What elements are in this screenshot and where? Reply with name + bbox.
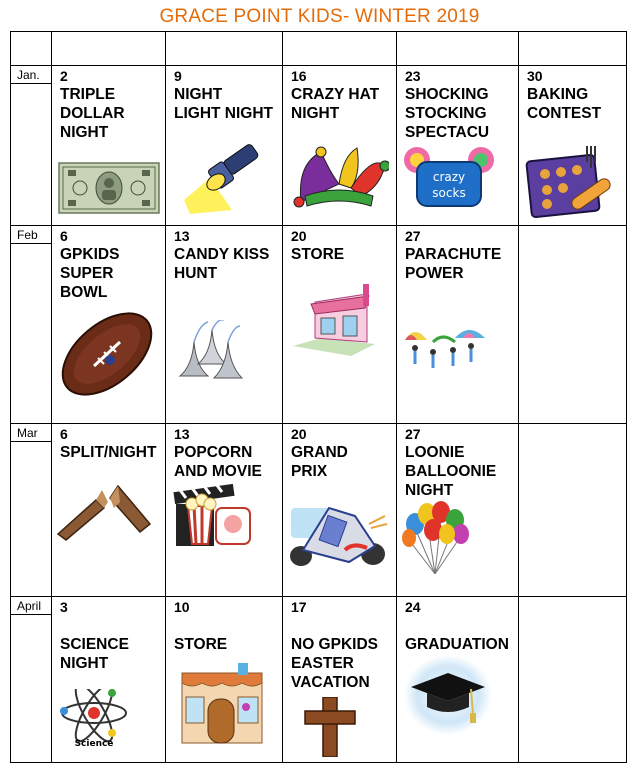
day-cell[interactable]	[52, 597, 166, 763]
day-cell[interactable]	[166, 226, 283, 424]
day-date: 6	[60, 228, 68, 244]
day-cell[interactable]	[166, 597, 283, 763]
header-cell	[397, 32, 519, 66]
day-event: STORE	[291, 246, 345, 263]
week-row-apr	[11, 597, 627, 763]
day-date: 6	[60, 426, 68, 442]
week-row-feb	[11, 226, 627, 424]
day-date: 2	[60, 68, 68, 84]
day-date: 10	[174, 599, 190, 615]
store-icon	[291, 284, 375, 360]
day-event: GPKIDS SUPER BOWL	[60, 246, 120, 301]
day-event: NIGHT LIGHT NIGHT	[174, 86, 274, 122]
day-event: PARACHUTE POWER	[405, 246, 502, 282]
race-car-icon	[289, 502, 389, 572]
day-event: CANDY KISS HUNT	[174, 246, 270, 282]
month-label-feb: Feb	[11, 226, 51, 244]
month-label-jan: Jan.	[11, 66, 51, 84]
header-cell	[283, 32, 397, 66]
day-date: 23	[405, 68, 421, 84]
day-cell[interactable]	[519, 66, 627, 226]
header-cell	[52, 32, 166, 66]
day-event: GRAND PRIX	[291, 444, 348, 480]
day-event: GRADUATION	[405, 636, 509, 653]
cross-icon	[303, 697, 357, 757]
day-event: POPCORN AND MOVIE	[174, 444, 262, 480]
popcorn-movie-icon	[172, 482, 254, 548]
day-date: 16	[291, 68, 307, 84]
month-label-apr: April	[11, 597, 51, 615]
day-date: 13	[174, 228, 190, 244]
calendar-table	[10, 31, 627, 763]
graduation-cap-icon	[403, 655, 493, 737]
day-cell[interactable]	[397, 66, 519, 226]
header-row	[11, 32, 627, 66]
day-date: 27	[405, 228, 421, 244]
header-cell	[166, 32, 283, 66]
crazy-socks-icon	[403, 146, 495, 210]
day-event: STORE	[174, 636, 228, 653]
split-stick-icon	[56, 478, 152, 542]
day-date: 30	[527, 68, 543, 84]
day-event: CRAZY HAT NIGHT	[291, 86, 380, 122]
day-date: 13	[174, 426, 190, 442]
day-cell[interactable]	[283, 226, 397, 424]
header-cell	[11, 32, 52, 66]
page-title: GRACE POINT KIDS- WINTER 2019	[159, 6, 480, 27]
socks-label-2: socks	[432, 186, 466, 200]
day-cell[interactable]	[52, 66, 166, 226]
week-row-jan	[11, 66, 627, 226]
day-event: NO GPKIDS EASTER VACATION	[291, 636, 378, 691]
baking-icon	[525, 142, 617, 218]
day-event: TRIPLE DOLLAR NIGHT	[60, 86, 125, 141]
empty-cell	[519, 226, 627, 424]
dollar-bill-icon	[58, 162, 160, 214]
day-cell[interactable]	[397, 424, 519, 597]
socks-label: crazy	[432, 170, 466, 184]
day-event: SCIENCE NIGHT	[60, 636, 129, 672]
month-cell-mar	[11, 424, 52, 597]
day-cell[interactable]	[52, 424, 166, 597]
day-date: 24	[405, 599, 421, 615]
shop-front-icon	[180, 663, 264, 745]
day-event: SHOCKING STOCKING SPECTACU	[405, 86, 490, 141]
empty-cell	[519, 424, 627, 597]
empty-cell	[519, 597, 627, 763]
day-cell[interactable]	[166, 66, 283, 226]
day-event: BAKING CONTEST	[527, 86, 602, 122]
month-cell-feb	[11, 226, 52, 424]
day-cell[interactable]	[52, 226, 166, 424]
day-cell[interactable]	[397, 226, 519, 424]
balloons-icon	[401, 500, 471, 576]
day-date: 9	[174, 68, 182, 84]
candy-kiss-icon	[178, 320, 244, 386]
day-cell[interactable]	[283, 424, 397, 597]
football-icon	[56, 304, 158, 404]
month-cell-apr	[11, 597, 52, 763]
day-event: LOONIE BALLOONIE NIGHT	[405, 444, 497, 499]
month-cell-jan	[11, 66, 52, 226]
week-row-mar	[11, 424, 627, 597]
day-cell[interactable]	[166, 424, 283, 597]
day-date: 27	[405, 426, 421, 442]
day-cell[interactable]	[283, 66, 397, 226]
science-atom-icon	[56, 689, 132, 749]
day-date: 3	[60, 599, 68, 615]
day-cell[interactable]	[397, 597, 519, 763]
day-cell[interactable]	[283, 597, 397, 763]
parachute-icon	[403, 322, 487, 372]
month-label-mar: Mar	[11, 424, 51, 442]
science-label: Science	[74, 739, 114, 749]
header-cell	[519, 32, 627, 66]
day-date: 20	[291, 228, 307, 244]
day-date: 20	[291, 426, 307, 442]
day-event: SPLIT/NIGHT	[60, 444, 157, 461]
jester-hat-icon	[291, 144, 389, 214]
day-date: 17	[291, 599, 307, 615]
flashlight-icon	[180, 140, 270, 218]
